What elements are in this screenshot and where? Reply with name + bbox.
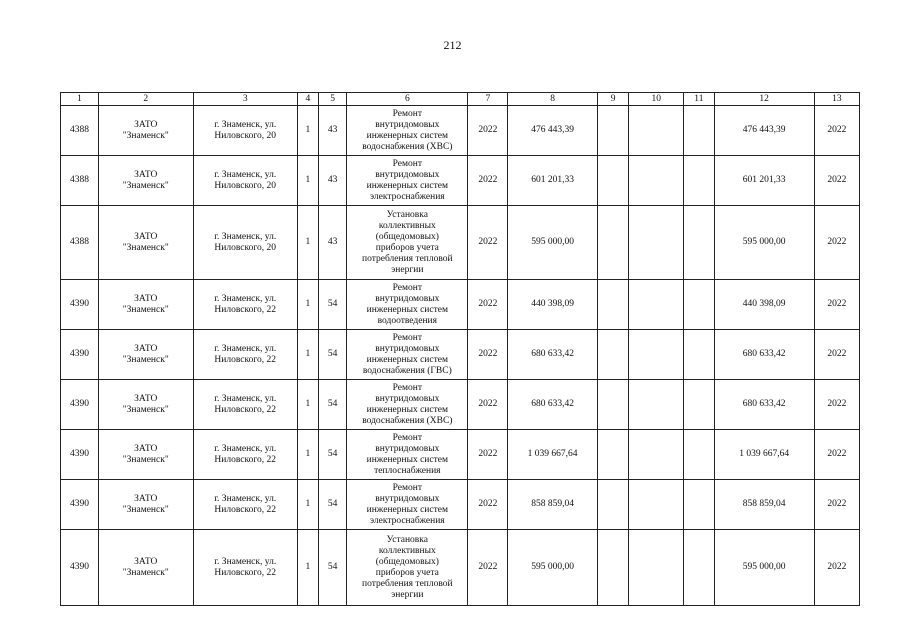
- cell-line: электроснабжения: [369, 515, 445, 526]
- cell-col-6: [347, 330, 468, 380]
- cell-col-12: 440 398,09: [714, 280, 814, 330]
- cell-line: водоснабжения (ГВС): [362, 365, 452, 376]
- cell-line: ЗАТО: [134, 169, 158, 180]
- cell-line: водоснабжения (ХВС): [362, 141, 453, 152]
- cell-line: "Знаменск": [122, 454, 169, 465]
- cell-col-13: 2022: [814, 106, 859, 156]
- cell-col-12: 680 633,42: [714, 330, 814, 380]
- cell-col-5: 54: [318, 430, 346, 480]
- cell-line: внутридомовых: [375, 343, 440, 354]
- cell-col-8: 1 039 667,64: [508, 430, 597, 480]
- cell-col-10: [629, 380, 684, 430]
- cell-col-2: [98, 380, 193, 430]
- table-row: [61, 106, 860, 156]
- cell-col-13: 2022: [814, 156, 859, 206]
- cell-line: Установка: [386, 534, 428, 545]
- cell-line: г. Знаменск, ул.: [214, 443, 277, 454]
- cell-col-1: 4390: [61, 530, 99, 606]
- cell-col-7: 2022: [468, 530, 508, 606]
- cell-col-8: 595 000,00: [508, 206, 597, 280]
- cell-line: Ремонт: [392, 282, 422, 293]
- column-header-2: 2: [98, 93, 193, 106]
- column-header-8: 8: [508, 93, 597, 106]
- cell-line: ЗАТО: [134, 119, 158, 130]
- cell-line: г. Знаменск, ул.: [214, 119, 277, 130]
- table-row: [61, 380, 860, 430]
- cell-col-10: [629, 280, 684, 330]
- cell-col-5: 54: [318, 380, 346, 430]
- cell-line: ЗАТО: [134, 393, 158, 404]
- cell-line: г. Знаменск, ул.: [214, 231, 277, 242]
- cell-col-2: [98, 206, 193, 280]
- cell-line: Установка: [386, 209, 428, 220]
- cell-col-3: [193, 480, 297, 530]
- cell-col-6: [347, 106, 468, 156]
- cell-line: "Знаменск": [122, 504, 169, 515]
- cell-line: г. Знаменск, ул.: [214, 556, 277, 567]
- header-row: [61, 93, 860, 106]
- cell-col-8: 601 201,33: [508, 156, 597, 206]
- cell-col-11: [684, 330, 715, 380]
- cell-col-1: 4388: [61, 156, 99, 206]
- cell-col-11: [684, 480, 715, 530]
- cell-col-9: [597, 280, 629, 330]
- cell-col-13: 2022: [814, 280, 859, 330]
- cell-line: ЗАТО: [134, 343, 158, 354]
- table-row: [61, 430, 860, 480]
- cell-line: внутридомовых: [375, 443, 440, 454]
- cell-col-8: 680 633,42: [508, 380, 597, 430]
- cell-col-9: [597, 330, 629, 380]
- cell-col-4: 1: [297, 280, 318, 330]
- cell-line: энергии: [391, 589, 424, 600]
- cell-line: Ремонт: [392, 332, 422, 343]
- cell-line: "Знаменск": [122, 354, 169, 365]
- table-row: [61, 280, 860, 330]
- table-header: [61, 93, 860, 106]
- cell-col-3: [193, 106, 297, 156]
- cell-col-5: 54: [318, 280, 346, 330]
- cell-col-11: [684, 206, 715, 280]
- cell-line: г. Знаменск, ул.: [214, 493, 277, 504]
- cell-col-1: 4390: [61, 380, 99, 430]
- column-header-3: 3: [193, 93, 297, 106]
- cell-col-9: [597, 380, 629, 430]
- cell-col-8: 680 633,42: [508, 330, 597, 380]
- cell-line: внутридомовых: [375, 119, 440, 130]
- cell-col-5: 54: [318, 530, 346, 606]
- cell-line: Ремонт: [392, 432, 422, 443]
- column-header-11: 11: [684, 93, 715, 106]
- column-header-1: 1: [61, 93, 99, 106]
- cell-col-13: 2022: [814, 480, 859, 530]
- cell-line: коллективных: [378, 545, 436, 556]
- cell-col-9: [597, 206, 629, 280]
- cell-col-8: 440 398,09: [508, 280, 597, 330]
- cell-line: инженерных систем: [366, 404, 448, 415]
- column-header-6: 6: [347, 93, 468, 106]
- cell-line: Ниловского, 22: [214, 567, 277, 578]
- cell-col-10: [629, 430, 684, 480]
- cell-line: Ниловского, 20: [214, 180, 277, 191]
- cell-col-10: [629, 106, 684, 156]
- cell-col-7: 2022: [468, 380, 508, 430]
- cell-line: водоснабжения (ХВС): [362, 415, 453, 426]
- cell-col-3: [193, 206, 297, 280]
- cell-line: г. Знаменск, ул.: [214, 293, 277, 304]
- cell-col-9: [597, 530, 629, 606]
- column-header-4: 4: [297, 93, 318, 106]
- cell-line: потребления тепловой: [362, 253, 453, 264]
- cell-col-2: [98, 430, 193, 480]
- column-header-9: 9: [597, 93, 629, 106]
- cell-line: Ремонт: [392, 382, 422, 393]
- cell-col-9: [597, 430, 629, 480]
- cell-col-4: 1: [297, 530, 318, 606]
- cell-col-12: 595 000,00: [714, 206, 814, 280]
- cell-line: Ремонт: [392, 158, 422, 169]
- cell-line: коллективных: [378, 220, 436, 231]
- column-header-12: 12: [714, 93, 814, 106]
- cell-col-13: 2022: [814, 430, 859, 480]
- cell-col-4: 1: [297, 330, 318, 380]
- cell-col-3: [193, 156, 297, 206]
- cell-col-4: 1: [297, 480, 318, 530]
- cell-col-6: [347, 480, 468, 530]
- cell-line: приборов учета: [375, 242, 439, 253]
- cell-col-13: 2022: [814, 206, 859, 280]
- cell-col-2: [98, 156, 193, 206]
- cell-col-12: 680 633,42: [714, 380, 814, 430]
- cell-line: потребления тепловой: [362, 578, 453, 589]
- cell-col-10: [629, 206, 684, 280]
- cell-col-5: 54: [318, 480, 346, 530]
- cell-col-1: 4390: [61, 330, 99, 380]
- cell-col-7: 2022: [468, 106, 508, 156]
- cell-col-9: [597, 480, 629, 530]
- cell-col-6: [347, 430, 468, 480]
- cell-line: инженерных систем: [366, 130, 448, 141]
- cell-col-3: [193, 530, 297, 606]
- cell-col-5: 54: [318, 330, 346, 380]
- cell-col-12: 595 000,00: [714, 530, 814, 606]
- cell-col-4: 1: [297, 106, 318, 156]
- cell-col-6: [347, 280, 468, 330]
- cell-line: "Знаменск": [122, 304, 169, 315]
- cell-col-11: [684, 530, 715, 606]
- cell-col-8: 476 443,39: [508, 106, 597, 156]
- cell-col-3: [193, 380, 297, 430]
- cell-col-1: 4390: [61, 480, 99, 530]
- cell-col-10: [629, 330, 684, 380]
- cell-col-7: 2022: [468, 430, 508, 480]
- cell-col-11: [684, 106, 715, 156]
- cell-col-11: [684, 156, 715, 206]
- cell-line: водоотведения: [377, 315, 437, 326]
- cell-col-1: 4388: [61, 206, 99, 280]
- column-header-5: 5: [318, 93, 346, 106]
- cell-col-6: [347, 156, 468, 206]
- cell-line: энергии: [391, 264, 424, 275]
- cell-line: внутридомовых: [375, 493, 440, 504]
- cell-col-2: [98, 530, 193, 606]
- column-header-13: 13: [814, 93, 859, 106]
- cell-col-10: [629, 530, 684, 606]
- cell-col-7: 2022: [468, 206, 508, 280]
- cell-col-1: 4390: [61, 430, 99, 480]
- cell-col-13: 2022: [814, 330, 859, 380]
- cell-line: (общедомовых): [375, 556, 439, 567]
- cell-col-12: 858 859,04: [714, 480, 814, 530]
- cell-col-13: 2022: [814, 380, 859, 430]
- cell-col-1: 4388: [61, 106, 99, 156]
- cell-col-13: 2022: [814, 530, 859, 606]
- table-row: [61, 156, 860, 206]
- cell-line: ЗАТО: [134, 293, 158, 304]
- cell-line: Ниловского, 22: [214, 354, 277, 365]
- cell-line: г. Знаменск, ул.: [214, 343, 277, 354]
- cell-col-2: [98, 106, 193, 156]
- cell-col-2: [98, 280, 193, 330]
- cell-line: (общедомовых): [375, 231, 439, 242]
- cell-col-4: 1: [297, 380, 318, 430]
- cell-line: ЗАТО: [134, 231, 158, 242]
- cell-col-3: [193, 280, 297, 330]
- cell-col-11: [684, 280, 715, 330]
- cell-line: Ремонт: [392, 108, 422, 119]
- cell-col-1: 4390: [61, 280, 99, 330]
- cell-col-6: [347, 380, 468, 430]
- page-number: 212: [443, 38, 462, 52]
- cell-col-9: [597, 106, 629, 156]
- work-schedule-table: [60, 92, 860, 606]
- cell-line: Ремонт: [392, 482, 422, 493]
- cell-line: внутридомовых: [375, 169, 440, 180]
- table-row: [61, 330, 860, 380]
- cell-col-5: 43: [318, 106, 346, 156]
- cell-line: инженерных систем: [366, 354, 448, 365]
- cell-col-12: 601 201,33: [714, 156, 814, 206]
- cell-line: Ниловского, 20: [214, 130, 277, 141]
- cell-line: приборов учета: [375, 567, 439, 578]
- cell-line: внутридомовых: [375, 293, 440, 304]
- cell-line: внутридомовых: [375, 393, 440, 404]
- cell-line: Ниловского, 22: [214, 404, 277, 415]
- cell-line: "Знаменск": [122, 180, 169, 191]
- cell-col-9: [597, 156, 629, 206]
- cell-line: Ниловского, 22: [214, 504, 277, 515]
- cell-col-7: 2022: [468, 280, 508, 330]
- cell-line: инженерных систем: [366, 454, 448, 465]
- column-header-7: 7: [468, 93, 508, 106]
- cell-line: Ниловского, 22: [214, 304, 277, 315]
- cell-line: теплоснабжения: [374, 465, 441, 476]
- cell-col-5: 43: [318, 206, 346, 280]
- cell-line: "Знаменск": [122, 567, 169, 578]
- cell-line: Ниловского, 20: [214, 242, 277, 253]
- table-row: [61, 480, 860, 530]
- cell-line: "Знаменск": [122, 404, 169, 415]
- cell-col-10: [629, 480, 684, 530]
- cell-line: "Знаменск": [122, 130, 169, 141]
- cell-col-4: 1: [297, 430, 318, 480]
- cell-line: ЗАТО: [134, 443, 158, 454]
- cell-col-7: 2022: [468, 156, 508, 206]
- cell-col-2: [98, 480, 193, 530]
- cell-line: г. Знаменск, ул.: [214, 169, 277, 180]
- cell-col-4: 1: [297, 156, 318, 206]
- cell-col-11: [684, 430, 715, 480]
- column-header-10: 10: [629, 93, 684, 106]
- cell-col-6: [347, 206, 468, 280]
- cell-col-7: 2022: [468, 330, 508, 380]
- cell-line: Ниловского, 22: [214, 454, 277, 465]
- cell-line: электроснабжения: [369, 191, 445, 202]
- cell-col-3: [193, 430, 297, 480]
- cell-col-3: [193, 330, 297, 380]
- cell-col-10: [629, 156, 684, 206]
- cell-line: инженерных систем: [366, 180, 448, 191]
- cell-line: инженерных систем: [366, 304, 448, 315]
- cell-col-4: 1: [297, 206, 318, 280]
- cell-line: инженерных систем: [366, 504, 448, 515]
- table-body: [61, 106, 860, 606]
- cell-col-6: [347, 530, 468, 606]
- cell-col-7: 2022: [468, 480, 508, 530]
- cell-line: ЗАТО: [134, 556, 158, 567]
- cell-col-11: [684, 380, 715, 430]
- cell-line: ЗАТО: [134, 493, 158, 504]
- cell-col-12: 1 039 667,64: [714, 430, 814, 480]
- cell-col-2: [98, 330, 193, 380]
- cell-col-8: 858 859,04: [508, 480, 597, 530]
- cell-col-8: 595 000,00: [508, 530, 597, 606]
- cell-line: г. Знаменск, ул.: [214, 393, 277, 404]
- cell-line: "Знаменск": [122, 242, 169, 253]
- cell-col-12: 476 443,39: [714, 106, 814, 156]
- table-row: [61, 206, 860, 280]
- cell-col-5: 43: [318, 156, 346, 206]
- table-row: [61, 530, 860, 606]
